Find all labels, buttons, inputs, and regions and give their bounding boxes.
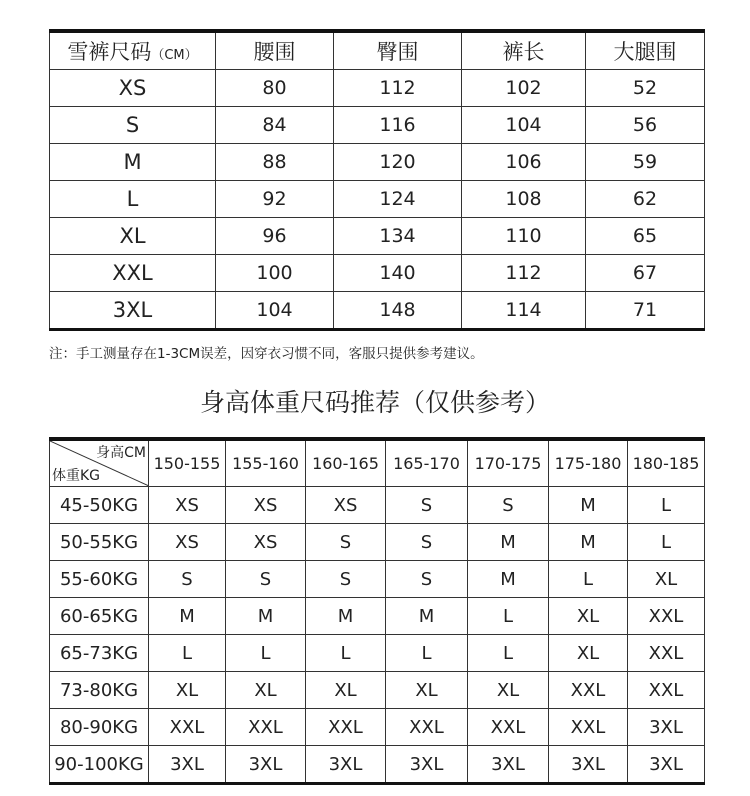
measurement-cell: 148 <box>334 292 462 330</box>
recommended-size-cell: XL <box>468 672 549 709</box>
measurement-cell: 88 <box>216 144 334 181</box>
recommended-size-cell: 3XL <box>226 746 306 784</box>
recommended-size-cell: 3XL <box>306 746 386 784</box>
recommended-size-cell: S <box>386 524 468 561</box>
size-label: M <box>50 144 216 181</box>
recommended-size-cell: XXL <box>628 672 705 709</box>
recommended-size-cell: XXL <box>628 635 705 672</box>
measurement-cell: 108 <box>462 181 586 218</box>
weight-range-label: 90-100KG <box>50 746 149 784</box>
measurement-cell: 116 <box>334 107 462 144</box>
measurement-cell: 96 <box>216 218 334 255</box>
height-range-header: 175-180 <box>549 439 628 487</box>
measurement-cell: 52 <box>586 70 705 107</box>
table-row <box>50 746 705 784</box>
recommended-size-cell: L <box>386 635 468 672</box>
height-range-header: 150-155 <box>149 439 226 487</box>
table-row <box>50 672 705 709</box>
size-label: S <box>50 107 216 144</box>
size-label: XXL <box>50 255 216 292</box>
recommended-size-cell: 3XL <box>386 746 468 784</box>
table-row <box>50 107 705 144</box>
recommended-size-cell: S <box>306 524 386 561</box>
table-row <box>50 144 705 181</box>
measurement-cell: 84 <box>216 107 334 144</box>
recommended-size-cell: L <box>468 635 549 672</box>
recommend-table-header <box>50 439 705 487</box>
weight-axis-label: 体重KG <box>52 468 101 484</box>
recommended-size-cell: L <box>628 524 705 561</box>
recommended-size-cell: 3XL <box>549 746 628 784</box>
recommended-size-cell: S <box>306 561 386 598</box>
measurement-note: 注：手工测量存在1-3CM误差，因穿衣习惯不同，客服只提供参考建议。 <box>49 346 484 362</box>
recommended-size-cell: L <box>628 487 705 524</box>
table-row <box>50 487 705 524</box>
recommended-size-cell: L <box>226 635 306 672</box>
recommended-size-cell: L <box>468 598 549 635</box>
corner-cell <box>50 439 149 487</box>
recommended-size-cell: M <box>226 598 306 635</box>
measurement-cell: 112 <box>334 70 462 107</box>
recommended-size-cell: L <box>149 635 226 672</box>
weight-range-label: 50-55KG <box>50 524 149 561</box>
recommended-size-cell: XS <box>226 487 306 524</box>
recommended-size-cell: XXL <box>306 709 386 746</box>
measurement-cell: 104 <box>216 292 334 330</box>
table-row <box>50 292 705 330</box>
measurement-cell: 56 <box>586 107 705 144</box>
table-row <box>50 70 705 107</box>
recommended-size-cell: M <box>386 598 468 635</box>
measurement-cell: 120 <box>334 144 462 181</box>
recommended-size-cell: L <box>306 635 386 672</box>
table-row <box>50 524 705 561</box>
measurement-cell: 65 <box>586 218 705 255</box>
size-label: XS <box>50 70 216 107</box>
height-range-header: 180-185 <box>628 439 705 487</box>
recommended-size-cell: XXL <box>149 709 226 746</box>
weight-range-label: 45-50KG <box>50 487 149 524</box>
measurement-cell: 112 <box>462 255 586 292</box>
size-header-unit: （CM） <box>151 48 198 63</box>
recommended-size-cell: S <box>386 487 468 524</box>
recommended-size-cell: XL <box>386 672 468 709</box>
recommended-size-cell: XXL <box>549 709 628 746</box>
column-header: 大腿围 <box>586 31 705 70</box>
measurement-cell: 62 <box>586 181 705 218</box>
measurement-cell: 67 <box>586 255 705 292</box>
measurement-cell: 102 <box>462 70 586 107</box>
recommended-size-cell: XL <box>549 598 628 635</box>
size-label: XL <box>50 218 216 255</box>
table-row <box>50 635 705 672</box>
measurement-cell: 106 <box>462 144 586 181</box>
recommended-size-cell: M <box>549 487 628 524</box>
height-axis-label: 身高CM <box>96 445 146 461</box>
size-table <box>49 29 705 331</box>
weight-range-label: 73-80KG <box>50 672 149 709</box>
column-header: 裤长 <box>462 31 586 70</box>
table-row <box>50 255 705 292</box>
measurement-cell: 110 <box>462 218 586 255</box>
recommended-size-cell: XS <box>226 524 306 561</box>
recommended-size-cell: M <box>468 561 549 598</box>
recommended-size-cell: 3XL <box>468 746 549 784</box>
recommended-size-cell: XS <box>149 487 226 524</box>
measurement-cell: 80 <box>216 70 334 107</box>
table-row <box>50 598 705 635</box>
recommended-size-cell: M <box>549 524 628 561</box>
recommended-size-cell: S <box>468 487 549 524</box>
recommend-title: 身高体重尺码推荐（仅供参考） <box>199 388 550 417</box>
recommended-size-cell: S <box>149 561 226 598</box>
recommended-size-cell: M <box>306 598 386 635</box>
measurement-cell: 71 <box>586 292 705 330</box>
column-header: 臀围 <box>334 31 462 70</box>
weight-range-label: 80-90KG <box>50 709 149 746</box>
table-row <box>50 181 705 218</box>
recommended-size-cell: S <box>226 561 306 598</box>
height-range-header: 155-160 <box>226 439 306 487</box>
size-label: 3XL <box>50 292 216 330</box>
measurement-cell: 92 <box>216 181 334 218</box>
size-header-label: 雪裤尺码 <box>67 40 152 64</box>
recommended-size-cell: 3XL <box>628 746 705 784</box>
recommended-size-cell: 3XL <box>149 746 226 784</box>
recommended-size-cell: 3XL <box>628 709 705 746</box>
recommended-size-cell: XS <box>149 524 226 561</box>
recommended-size-cell: M <box>468 524 549 561</box>
recommended-size-cell: S <box>386 561 468 598</box>
measurement-cell: 100 <box>216 255 334 292</box>
weight-range-label: 55-60KG <box>50 561 149 598</box>
table-row <box>50 561 705 598</box>
size-label: L <box>50 181 216 218</box>
recommended-size-cell: L <box>549 561 628 598</box>
size-header-cell <box>50 31 216 70</box>
recommended-size-cell: XL <box>306 672 386 709</box>
recommended-size-cell: XL <box>628 561 705 598</box>
recommended-size-cell: XL <box>226 672 306 709</box>
measurement-cell: 124 <box>334 181 462 218</box>
measurement-cell: 114 <box>462 292 586 330</box>
recommended-size-cell: XXL <box>549 672 628 709</box>
height-range-header: 165-170 <box>386 439 468 487</box>
height-range-header: 160-165 <box>306 439 386 487</box>
recommended-size-cell: XXL <box>386 709 468 746</box>
column-header: 腰围 <box>216 31 334 70</box>
recommend-table <box>49 437 705 785</box>
weight-range-label: 65-73KG <box>50 635 149 672</box>
recommended-size-cell: XXL <box>226 709 306 746</box>
recommended-size-cell: XL <box>549 635 628 672</box>
measurement-cell: 59 <box>586 144 705 181</box>
measurement-cell: 134 <box>334 218 462 255</box>
measurement-cell: 140 <box>334 255 462 292</box>
recommended-size-cell: XXL <box>628 598 705 635</box>
weight-range-label: 60-65KG <box>50 598 149 635</box>
recommended-size-cell: XS <box>306 487 386 524</box>
height-range-header: 170-175 <box>468 439 549 487</box>
measurement-cell: 104 <box>462 107 586 144</box>
table-row <box>50 218 705 255</box>
recommended-size-cell: M <box>149 598 226 635</box>
table-row <box>50 709 705 746</box>
recommended-size-cell: XXL <box>468 709 549 746</box>
size-table-header <box>50 31 705 70</box>
recommended-size-cell: XL <box>149 672 226 709</box>
